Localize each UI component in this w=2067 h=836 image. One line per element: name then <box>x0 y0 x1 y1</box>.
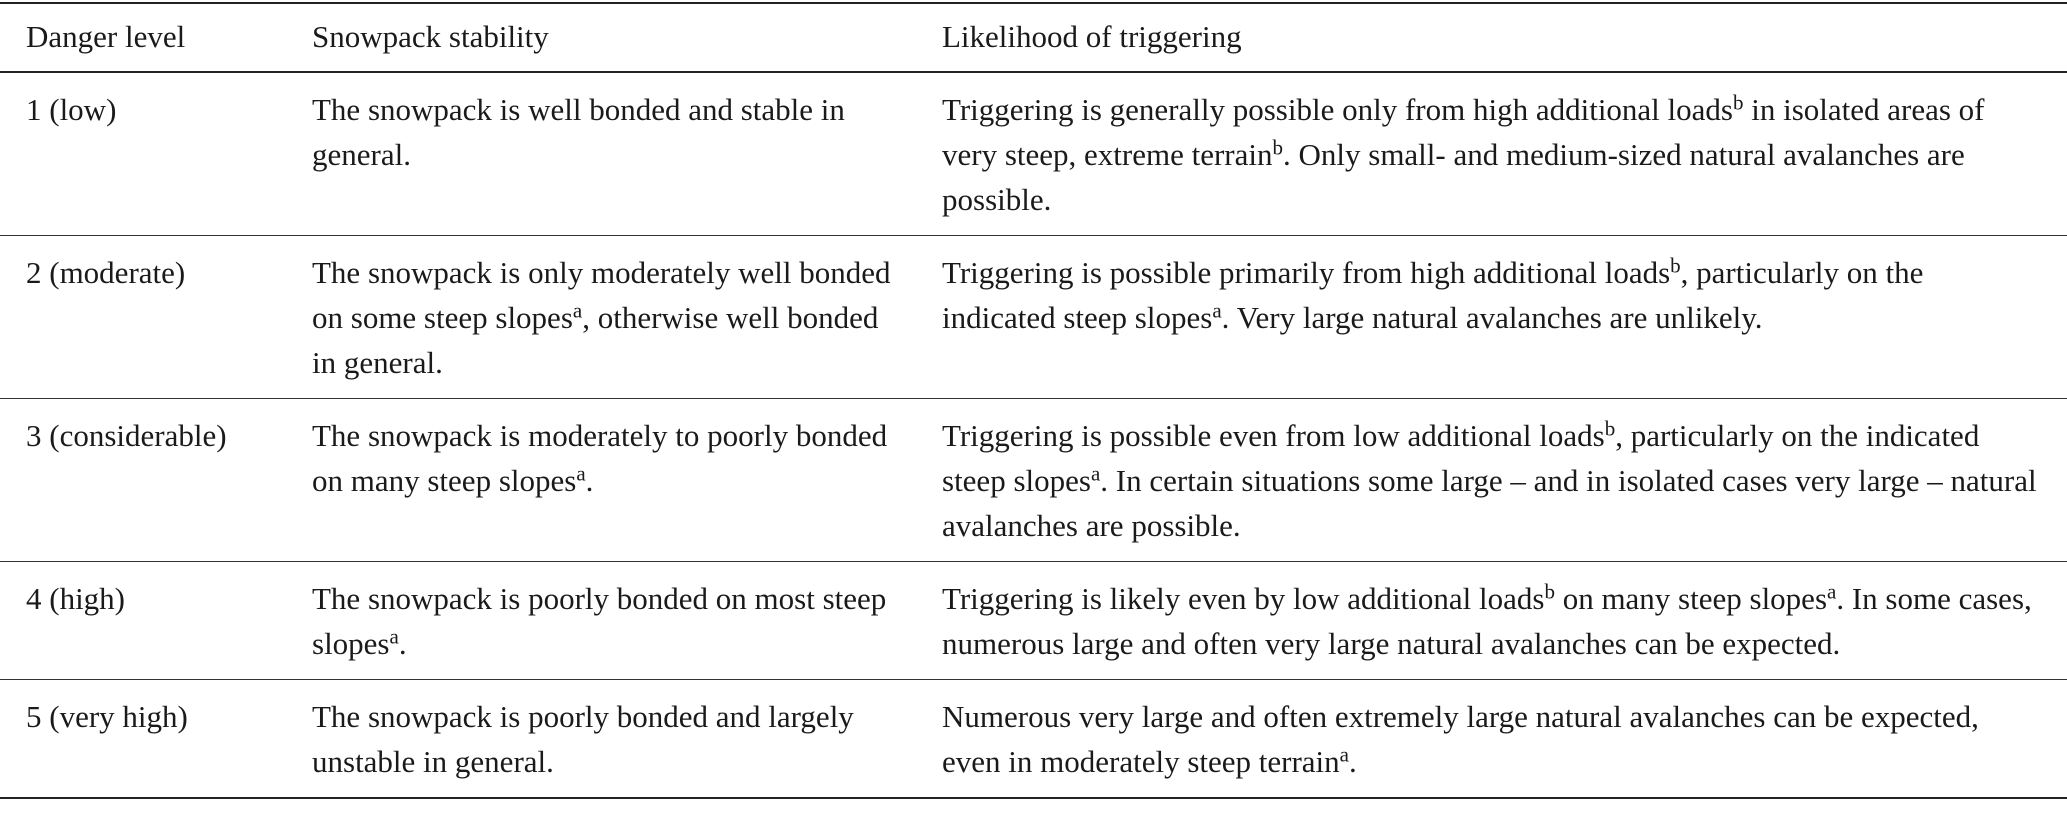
table-row <box>0 72 2067 236</box>
table-row <box>0 562 2067 680</box>
danger-level-cell <box>0 399 312 562</box>
header-danger-level: Danger level <box>26 19 186 54</box>
likelihood-text: . In some cases, numerous large and often very large natural avalanches can be expected. <box>942 581 2032 661</box>
header-likelihood: Likelihood of triggering <box>942 19 1242 54</box>
footnote-mark: a <box>1090 461 1101 486</box>
likelihood-text: Triggering is possible even from low additional loads <box>942 418 1605 453</box>
footnote-mark: a <box>576 461 586 486</box>
likelihood-text: on many steep slopes <box>1554 581 1828 616</box>
likelihood-text: , particularly on the indicated steep slopes <box>942 255 1924 335</box>
likelihood-text: Triggering is likely even by low additional loads <box>942 581 1545 616</box>
likelihood-text: Triggering is possible primarily from high additional loads <box>942 255 1671 290</box>
footnote-mark: a <box>572 298 583 323</box>
likelihood-text: . <box>1349 744 1357 779</box>
stability-cell <box>312 236 942 399</box>
stability-text: The snowpack is only moderately well bonded on some steep slopes <box>312 255 891 335</box>
stability-cell <box>312 72 942 236</box>
table-row <box>0 680 2067 799</box>
danger-level-text: 5 (very high) <box>26 699 188 734</box>
danger-level-text: 3 (considerable) <box>26 418 227 453</box>
danger-level-cell <box>0 680 312 799</box>
danger-level-cell <box>0 72 312 236</box>
likelihood-text: Triggering is generally possible only from high additional loads <box>942 92 1733 127</box>
stability-text: , otherwise well bonded in general. <box>312 300 879 380</box>
footnote-mark: b <box>1732 90 1744 115</box>
table-row <box>0 399 2067 562</box>
danger-level-cell <box>0 562 312 680</box>
danger-level-text: 1 (low) <box>26 92 117 127</box>
likelihood-cell <box>942 562 2067 680</box>
stability-text: The snowpack is poorly bonded and largely unstable in general. <box>312 699 854 779</box>
table-row <box>0 236 2067 399</box>
likelihood-text: . In certain situations some large – and in isolated cases very large – natural avalanches are possible. <box>942 463 2037 543</box>
stability-text: The snowpack is poorly bonded on most steep slopes <box>312 581 887 661</box>
footnote-mark: a <box>1212 298 1222 323</box>
danger-scale-table <box>0 2 2067 799</box>
header-snowpack-stability: Snowpack stability <box>312 19 549 54</box>
likelihood-cell <box>942 680 2067 799</box>
footnote-mark: b <box>1272 135 1283 160</box>
likelihood-text: . Very large natural avalanches are unlikely. <box>1221 300 1763 335</box>
footnote-mark: b <box>1604 416 1616 441</box>
danger-level-text: 2 (moderate) <box>26 255 186 290</box>
likelihood-cell <box>942 72 2067 236</box>
stability-text: The snowpack is well bonded and stable in general. <box>312 92 845 172</box>
footnote-mark: b <box>1544 579 1555 604</box>
danger-level-text: 4 (high) <box>26 581 126 616</box>
footnote-mark: a <box>1339 742 1349 767</box>
stability-cell <box>312 680 942 799</box>
stability-text: . <box>398 626 407 661</box>
danger-level-cell <box>0 236 312 399</box>
footnote-mark: a <box>1827 579 1837 604</box>
footnote-mark: a <box>389 624 399 649</box>
likelihood-text: . Only small- and medium-sized natural avalanches are possible. <box>942 137 1965 217</box>
stability-cell <box>312 399 942 562</box>
likelihood-text: , particularly on the indicated steep slopes <box>942 418 1980 498</box>
likelihood-text: Numerous very large and often extremely large natural avalanches can be expected, even in moderately steep terrain <box>942 699 1979 779</box>
stability-cell <box>312 562 942 680</box>
footnote-mark: b <box>1670 253 1681 278</box>
stability-text: The snowpack is moderately to poorly bonded on many steep slopes <box>312 418 888 498</box>
likelihood-text: in isolated areas of very steep, extreme terrain <box>942 92 1985 172</box>
stability-text: . <box>585 463 594 498</box>
likelihood-cell <box>942 236 2067 399</box>
likelihood-cell <box>942 399 2067 562</box>
header-row <box>0 3 2067 72</box>
